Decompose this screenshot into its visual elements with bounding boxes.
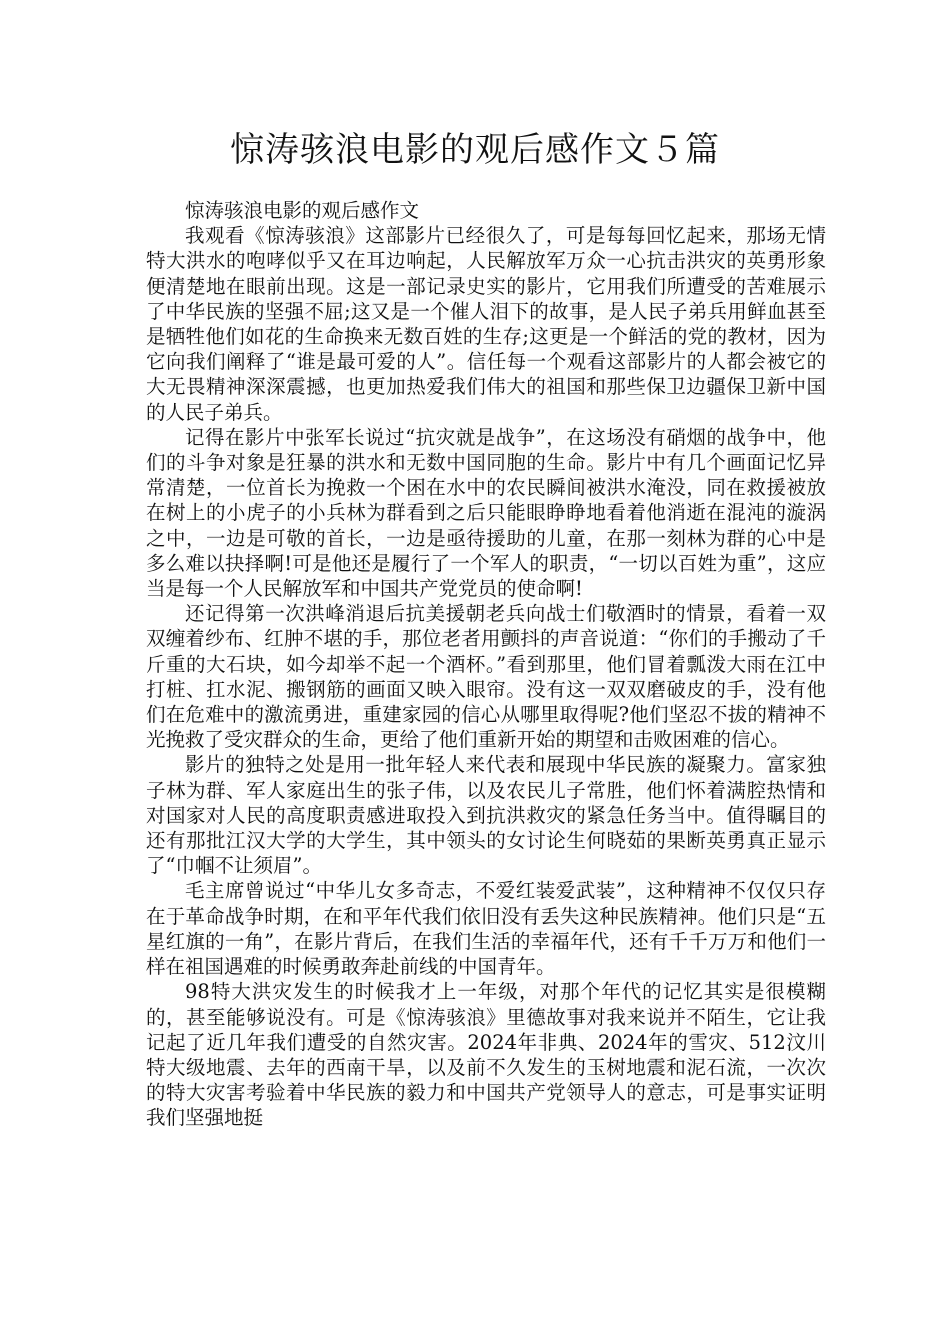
document-body <box>146 198 826 1131</box>
paragraph-6: 98特大洪灾发生的时候我才上一年级，对那个年代的记忆其实是很模糊的，甚至能够说没有。可是《惊涛骇浪》里德故事对我来说并不陌生，它让我记起了近几年我们遭受的自然灾害。2024年非典、2024年的雪灾、512汶川特大级地震、去年的西南干旱，以及前不久发生的玉树地震和泥石流，一次次的特大灾害考验着中华民族的毅力和中国共产党领导人的意志，可是事实证明我们坚强地挺 <box>146 980 826 1130</box>
document-title: 惊涛骇浪电影的观后感作文５篇 <box>230 130 720 170</box>
paragraph-2: 记得在影片中张军长说过“抗灾就是战争”，在这场没有硝烟的战争中，他们的斗争对象是狂暴的洪水和无数中国同胞的生命。影片中有几个画面记忆异常清楚，一位首长为挽救一个困在水中的农民瞬间被洪水淹没，同在救援被放在树上的小虎子的小兵林为群看到之后只能眼睁睁地看着他消逝在混沌的漩涡之中，一边是可敬的首长，一边是亟待援助的儿童，在那一刻林为群的心中是多么难以抉择啊!可是他还是履行了一个军人的职责，“一切以百姓为重”，这应当是每一个人民解放军和中国共产党党员的使命啊! <box>146 425 826 601</box>
paragraph-5: 毛主席曾说过“中华儿女多奇志，不爱红装爱武装”，这种精神不仅仅只存在于革命战争时期，在和平年代我们依旧没有丢失这种民族精神。他们只是“五星红旗的一角”，在影片背后，在我们生活的幸福年代，还有千千万万和他们一样在祖国遇难的时候勇敢奔赴前线的中国青年。 <box>146 879 826 979</box>
document-subheading: 惊涛骇浪电影的观后感作文 <box>185 199 420 222</box>
paragraph-3: 还记得第一次洪峰消退后抗美援朝老兵向战士们敬酒时的情景，看着一双双缠着纱布、红肿不堪的手，那位老者用颤抖的声音说道：“你们的手搬动了千斤重的大石块，如今却举不起一个酒杯。”看到那里，他们冒着瓢泼大雨在江中打桩、扛水泥、搬钢筋的画面又映入眼帘。没有这一双双磨破皮的手，没有他们在危难中的激流勇进，重建家园的信心从哪里取得呢?他们坚忍不拔的精神不光挽救了受灾群众的生命，更给了他们重新开始的期望和击败困难的信心。 <box>146 602 826 752</box>
paragraph-4: 影片的独特之处是用一批年轻人来代表和展现中华民族的凝聚力。富家独子林为群、军人家庭出生的张子伟，以及农民儿子常胜，他们怀着满腔热情和对国家对人民的高度职责感进取投入到抗洪救灾的紧急任务当中。值得瞩目的还有那批江汉大学的大学生，其中领头的女讨论生何晓茹的果断英勇真正显示了“巾帼不让须眉”。 <box>146 753 826 878</box>
paragraph-1: 我观看《惊涛骇浪》这部影片已经很久了，可是每每回忆起来，那场无情特大洪水的咆哮似乎又在耳边响起，人民解放军万众一心抗击洪灾的英勇形象便清楚地在眼前出现。这是一部记录史实的影片，它用我们所遭受的苦难展示了中华民族的坚强不屈;这又是一个催人泪下的故事，是人民子弟兵用鲜血甚至是牺牲他们如花的生命换来无数百姓的生存;这更是一个鲜活的党的教材，因为它向我们阐释了“谁是最可爱的人”。信任每一个观看这部影片的人都会被它的大无畏精神深深震撼，也更加热爱我们伟大的祖国和那些保卫边疆保卫新中国的人民子弟兵。 <box>146 224 826 424</box>
